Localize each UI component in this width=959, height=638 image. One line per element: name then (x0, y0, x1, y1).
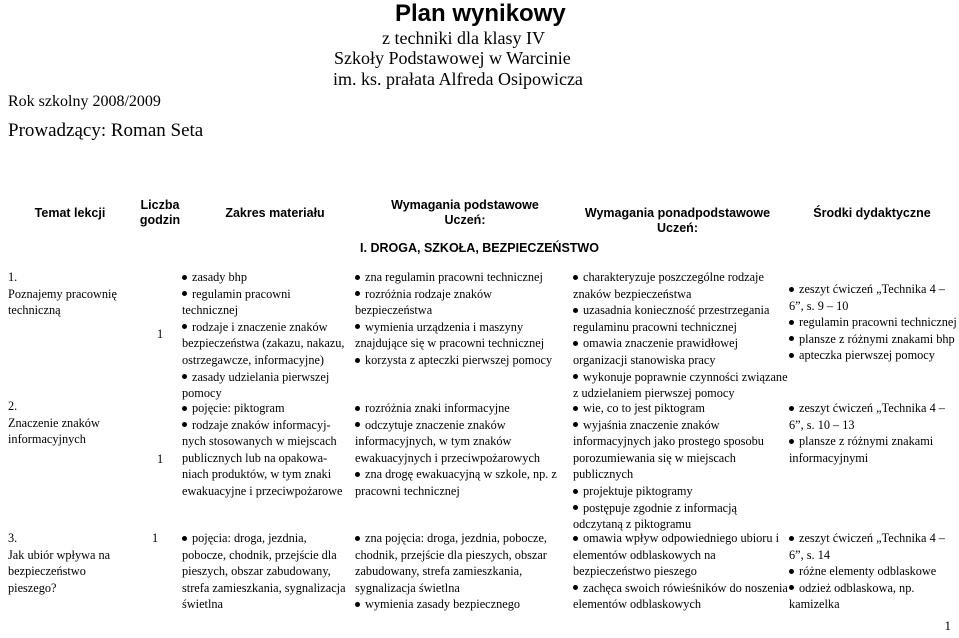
row2-basic (355, 400, 557, 500)
list-line (789, 417, 945, 434)
list-line-text: kamizelka (789, 597, 840, 612)
list-line (182, 547, 346, 564)
list-line-text: organizacji stanowiska pracy (573, 352, 716, 367)
column-header-hours (130, 198, 190, 228)
list-line (573, 302, 788, 319)
section-heading: I. DROGA, SZKOŁA, BEZPIECZEŃSTWO (360, 241, 599, 255)
row3-topic (8, 530, 110, 596)
bullet-icon (789, 320, 794, 325)
list-line (789, 530, 945, 547)
list-line (789, 450, 945, 467)
bullet-icon (789, 439, 794, 444)
row1-hours: 1 (157, 327, 164, 341)
list-line-text: wykonuje poprawnie czynności związane (583, 369, 788, 384)
list-line (789, 433, 945, 450)
list-line-text: zeszyt ćwiczeń „Technika 4 – (799, 282, 945, 296)
bullet-icon (789, 569, 794, 574)
list-line (355, 335, 552, 352)
list-line-text: bezpieczeństwo pieszego (573, 564, 697, 579)
list-line-text: korzysta z apteczki pierwszej pomocy (365, 352, 553, 367)
list-line-text: rodzaje i znaczenie znaków (192, 319, 328, 334)
list-line (789, 331, 957, 348)
list-line-text: różne elementy odblaskowe (799, 564, 937, 579)
list-line (355, 400, 557, 417)
list-line-text: elementów odblaskowych na (573, 547, 716, 562)
list-line-text: zna regulamin pracowni technicznej (365, 270, 543, 284)
bullet-icon (355, 358, 360, 363)
list-line (355, 417, 557, 434)
list-line-text: 6”, s. 9 – 10 (789, 298, 849, 313)
list-line (573, 580, 788, 597)
list-line-text: apteczka pierwszej pomocy (799, 348, 935, 363)
row2-topic-line: informacyjnych (8, 432, 86, 447)
bullet-icon (789, 406, 794, 411)
list-line-text: rodzaje znaków informacyj- (192, 417, 331, 432)
row1-topic-line: 1. (8, 270, 18, 284)
row3-topic-line: pieszego? (8, 580, 57, 595)
list-line (182, 530, 346, 547)
list-line-text: pojęcia: droga, jezdnia, (192, 531, 307, 545)
bullet-icon (789, 336, 794, 341)
list-line-text: zabudowany, strefa zamieszkania, (355, 564, 523, 579)
list-line (182, 450, 342, 467)
list-line-text: odczytaną z piktogramu (573, 517, 692, 532)
list-line-text: świetlna (182, 597, 223, 612)
list-line-text: regulaminu pracowni technicznej (573, 319, 737, 334)
list-line-text: znajdujące się w pracowni technicznej (355, 336, 545, 351)
row2-hours: 1 (157, 452, 164, 466)
list-line (573, 596, 788, 613)
list-line-text: 6”, s. 14 (789, 547, 830, 562)
list-line-text: zasady bhp (192, 270, 247, 284)
list-line (789, 400, 945, 417)
list-line (182, 580, 346, 597)
row1-basic (355, 269, 552, 369)
bullet-icon (573, 585, 578, 590)
bullet-icon (182, 324, 187, 329)
list-line-text: zeszyt ćwiczeń „Technika 4 – (799, 531, 945, 545)
list-line-text: znaków bezpieczeństwa (573, 286, 692, 301)
list-line (355, 547, 547, 564)
row3-topic-line: bezpieczeństwo (8, 564, 86, 579)
list-line-text: pieszych, obszar zabudowany, (182, 564, 331, 579)
list-line-text: rozróżnia znaki informacyjne (365, 401, 510, 415)
list-line (573, 286, 788, 303)
list-line-text: nych stosowanych w miejscach (182, 434, 337, 449)
list-line (355, 433, 557, 450)
list-line (182, 563, 346, 580)
list-line (789, 281, 957, 298)
list-line-text: charakteryzuje poszczególne rodzaje (583, 270, 764, 284)
school-year: Rok szkolny 2008/2009 (8, 93, 161, 110)
list-line (573, 547, 788, 564)
teacher-name: Prowadzący: Roman Seta (8, 120, 204, 141)
list-line-text: publicznych (573, 467, 634, 482)
list-line (182, 286, 345, 303)
list-line-text: uzasadnia konieczność przestrzegania (583, 303, 770, 318)
bullet-icon (573, 308, 578, 313)
bullet-icon (355, 422, 360, 427)
list-line (573, 269, 788, 286)
list-line (355, 466, 557, 483)
bullet-icon (573, 406, 578, 411)
row1-advanced (573, 269, 788, 402)
list-line (789, 347, 957, 364)
column-header-topic: Temat lekcji (34, 206, 106, 220)
list-line-text: ewakuacyjnych i przeciwpożarowych (355, 450, 541, 465)
list-line-text: regulamin pracowni technicznej (799, 315, 957, 330)
column-header-basic (370, 198, 560, 228)
list-line-text: 6”, s. 10 – 13 (789, 417, 855, 432)
bullet-icon (789, 353, 794, 358)
row3-hours: 1 (152, 531, 159, 545)
row2-topic-line: 2. (8, 399, 18, 413)
list-line (355, 563, 547, 580)
row1-means (789, 281, 957, 364)
list-line-text: bezpieczeństwa (355, 303, 433, 318)
list-line (355, 483, 557, 500)
list-line (182, 269, 345, 286)
list-line (789, 596, 945, 613)
list-line-text: projektuje piktogramy (583, 483, 693, 498)
list-line-text: strefa zamieszkania, sygnalizacja (182, 580, 346, 595)
list-line (355, 352, 552, 369)
list-line-text: z udzielaniem pierwszej pomocy (573, 386, 735, 401)
list-line (182, 335, 345, 352)
list-line-text: pracowni technicznej (355, 483, 460, 498)
list-line-text: zeszyt ćwiczeń „Technika 4 – (799, 401, 945, 415)
list-line (182, 400, 342, 417)
list-line-text: chodnik, przejście dla pieszych, obszar (355, 547, 547, 562)
column-header-hours-line1: Liczba (140, 198, 180, 212)
row3-basic (355, 530, 547, 613)
list-line (182, 483, 342, 500)
subtitle-line-1: z techniki dla klasy IV (382, 28, 545, 48)
column-header-advanced: Wymagania ponadpodstawowe Uczeń: (584, 206, 771, 235)
list-line-text: zna drogę ewakuacyjną w szkole, np. z (365, 467, 557, 482)
list-line-text: ostrzegawcze, informacyjne) (182, 352, 325, 367)
column-header-hours-line2: godzin (139, 213, 181, 227)
list-line-text: odzież odblaskowa, np. (799, 580, 915, 595)
list-line (182, 466, 342, 483)
column-header-means: Środki dydaktyczne (813, 206, 931, 220)
row3-scope (182, 530, 346, 613)
list-line-text: wymienia urządzenia i maszyny (365, 319, 524, 334)
bullet-icon (789, 287, 794, 292)
list-line (182, 319, 345, 336)
bullet-icon (789, 536, 794, 541)
row2-topic (8, 398, 100, 448)
row1-topic (8, 269, 117, 319)
list-line (355, 302, 552, 319)
list-line (573, 466, 764, 483)
row1-scope (182, 269, 345, 402)
bullet-icon (573, 374, 578, 379)
bullet-icon (182, 291, 187, 296)
bullet-icon (573, 341, 578, 346)
list-line-text: odczytuje znaczenie znaków (365, 417, 506, 432)
list-line-text: zna pojęcia: droga, jezdnia, pobocze, (365, 531, 547, 545)
column-header-basic-line1: Wymagania podstawowe (391, 198, 539, 212)
list-line-text: ewakuacyjne i przeciwpożarowe (182, 483, 343, 498)
list-line-text: bezpieczeństwa (zakazu, nakazu, (182, 336, 345, 351)
bullet-icon (355, 406, 360, 411)
list-line-text: informacyjnych, w tym znaków (355, 434, 512, 449)
list-line-text: wymienia zasady bezpiecznego (365, 597, 521, 612)
list-line-text: rozróżnia rodzaje znaków (365, 286, 492, 301)
list-line (355, 319, 552, 336)
column-header-scope: Zakres materiału (225, 206, 325, 220)
column-header-basic-line2: Uczeń: (444, 213, 486, 227)
bullet-icon (182, 536, 187, 541)
bullet-icon (573, 489, 578, 494)
list-line (355, 596, 547, 613)
bullet-icon (355, 324, 360, 329)
list-line (355, 450, 557, 467)
bullet-icon (789, 585, 794, 590)
bullet-icon (182, 374, 187, 379)
row2-topic-line: Znaczenie znaków (8, 415, 100, 430)
bullet-icon (182, 275, 187, 280)
subtitle-line-3: im. ks. prałata Alfreda Osipowicza (333, 69, 583, 89)
list-line-text: wie, co to jest piktogram (583, 401, 705, 415)
list-line-text: zasady udzielania pierwszej (192, 369, 330, 384)
bullet-icon (182, 406, 187, 411)
bullet-icon (355, 536, 360, 541)
list-line-text: pojęcie: piktogram (192, 401, 285, 415)
list-line (789, 580, 945, 597)
row2-advanced (573, 400, 764, 533)
bullet-icon (355, 472, 360, 477)
row3-topic-line: 3. (8, 531, 18, 545)
list-line (573, 530, 788, 547)
list-line-text: informacyjnych jako prostego sposobu (573, 434, 764, 449)
list-line (573, 417, 764, 434)
bullet-icon (573, 275, 578, 280)
list-line (789, 298, 957, 315)
list-line (789, 563, 945, 580)
list-line-text: sygnalizacja świetlna (355, 580, 460, 595)
list-line (182, 433, 342, 450)
list-line (182, 596, 346, 613)
bullet-icon (355, 291, 360, 296)
list-line (355, 530, 547, 547)
row3-means (789, 530, 945, 613)
list-line-text: postępuje zgodnie z informacją (583, 500, 737, 515)
list-line-text: regulamin pracowni (192, 286, 291, 301)
list-line-text: plansze z różnymi znakami (799, 434, 934, 449)
bullet-icon (573, 422, 578, 427)
page-number: 1 (944, 618, 951, 633)
list-line-text: omawia wpływ odpowiedniego ubioru i (583, 531, 780, 545)
bullet-icon (355, 602, 360, 607)
list-line (355, 580, 547, 597)
list-line (573, 352, 788, 369)
bullet-icon (573, 536, 578, 541)
list-line-text: zachęca swoich rówieśników do noszenia (583, 580, 788, 595)
list-line-text: informacyjnymi (789, 450, 869, 465)
row2-means (789, 400, 945, 466)
list-line (573, 450, 764, 467)
subtitle-line-2: Szkoły Podstawowej w Warcinie (334, 48, 571, 68)
list-line (573, 369, 788, 386)
page-title: Plan wynikowy (395, 0, 566, 27)
list-line (182, 302, 345, 319)
list-line (789, 547, 945, 564)
list-line-text: pobocze, chodnik, przejście dla (182, 547, 337, 562)
row2-scope (182, 400, 342, 500)
list-line (573, 400, 764, 417)
list-line-text: wyjaśnia znaczenie znaków (583, 417, 720, 432)
list-line (573, 500, 764, 517)
list-line (355, 286, 552, 303)
list-line-text: technicznej (182, 303, 238, 318)
row1-topic-line: techniczną (8, 303, 61, 318)
row3-topic-line: Jak ubiór wpływa na (8, 547, 111, 562)
bullet-icon (573, 505, 578, 510)
bullet-icon (355, 275, 360, 280)
list-line-text: porozumiewania się w miejscach (573, 450, 736, 465)
list-line-text: elementów odblaskowych (573, 597, 702, 612)
list-line-text: publicznych lub na opakowa- (182, 450, 328, 465)
list-line-text: pomocy (182, 386, 222, 401)
list-line (182, 352, 345, 369)
list-line (573, 319, 788, 336)
list-line-text: plansze z różnymi znakami bhp (799, 331, 955, 346)
list-line-text: niach produktów, w tym znaki (182, 467, 332, 482)
list-line (573, 335, 788, 352)
row1-topic-line: Poznajemy pracownię (8, 286, 117, 301)
bullet-icon (182, 422, 187, 427)
list-line (789, 314, 957, 331)
list-line-text: omawia znaczenie prawidłowej (583, 336, 739, 351)
list-line (573, 433, 764, 450)
row3-advanced (573, 530, 788, 613)
list-line (355, 269, 552, 286)
list-line (182, 369, 345, 386)
list-line (573, 483, 764, 500)
list-line (573, 563, 788, 580)
list-line (182, 417, 342, 434)
